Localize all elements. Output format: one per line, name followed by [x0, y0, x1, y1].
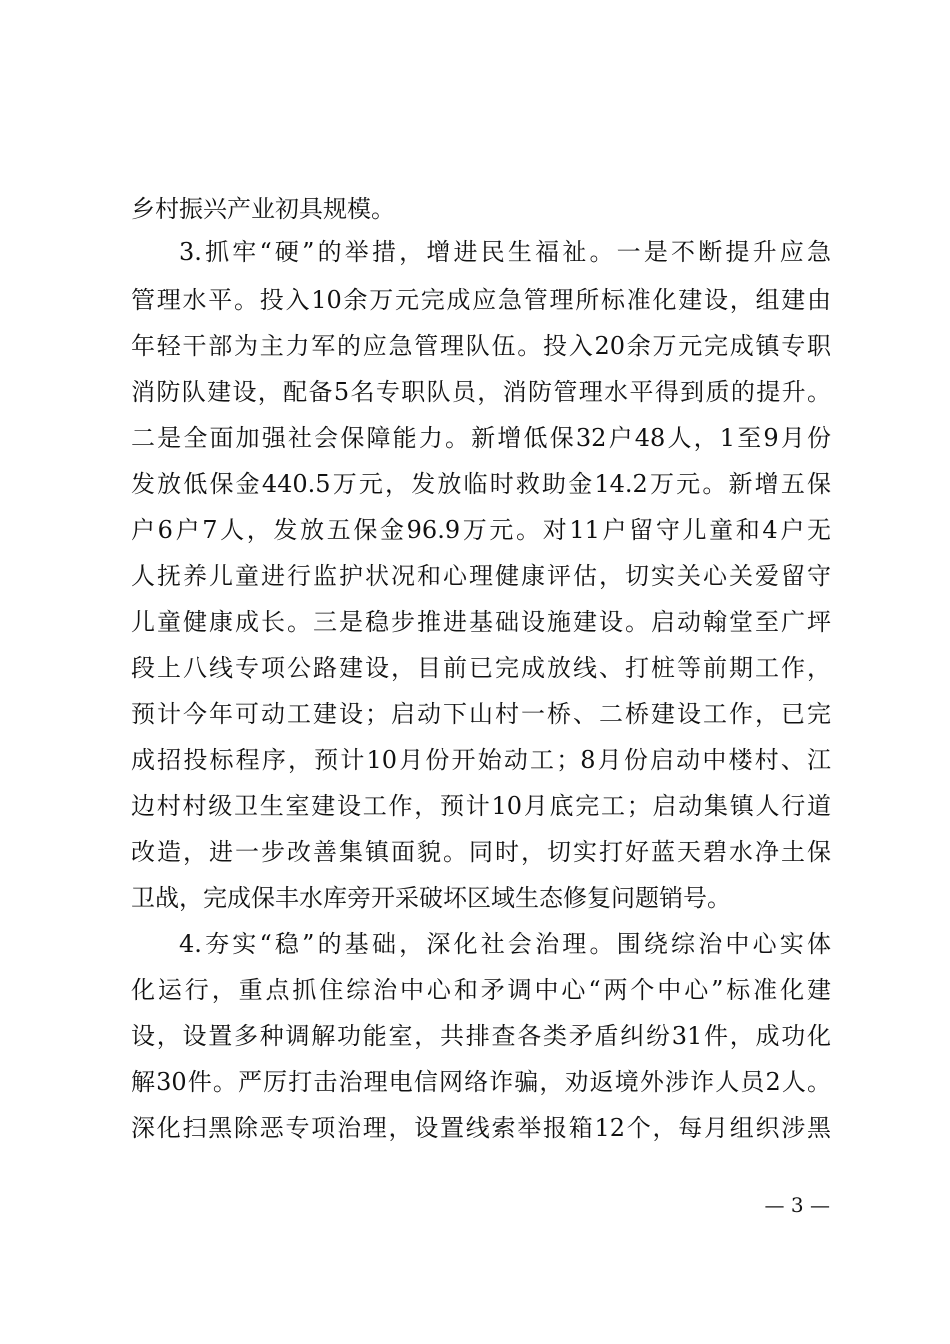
text-line-5: 消防队建设，配备5名专职队员，消防管理水平得到质的提升。 [131, 378, 831, 406]
text-line-3: 管理水平。投入10余万元完成应急管理所标准化建设，组建由 [131, 286, 831, 314]
text-line-6: 二是全面加强社会保障能力。新增低保32户48人，1至9月份 [131, 424, 831, 452]
text-line-14: 边村村级卫生室建设工作，预计10月底完工；启动集镇人行道 [131, 792, 831, 820]
text-line-15: 改造，进一步改善集镇面貌。同时，切实打好蓝天碧水净土保 [131, 838, 831, 866]
text-line-18: 化运行，重点抓住综治中心和矛调中心“两个中心”标准化建 [131, 976, 831, 1004]
text-line-10: 儿童健康成长。三是稳步推进基础设施建设。启动翰堂至广坪 [131, 608, 831, 636]
text-line-21: 深化扫黑除恶专项治理，设置线索举报箱12个，每月组织涉黑 [131, 1114, 831, 1142]
text-line-12: 预计今年可动工建设；启动下山村一桥、二桥建设工作，已完 [131, 700, 831, 728]
text-line-11: 段上八线专项公路建设，目前已完成放线、打桩等前期工作， [131, 654, 831, 682]
text-line-8: 户6户7人，发放五保金96.9万元。对11户留守儿童和4户无 [131, 516, 831, 544]
text-line-1: 乡村振兴产业初具规模。 [131, 195, 395, 223]
text-line-9: 人抚养儿童进行监护状况和心理健康评估，切实关心关爱留守 [131, 562, 831, 590]
text-line-19: 设，设置多种调解功能室，共排查各类矛盾纠纷31件，成功化 [131, 1022, 831, 1050]
text-line-20: 解30件。严厉打击治理电信网络诈骗，劝返境外涉诈人员2人。 [131, 1068, 831, 1096]
text-line-7: 发放低保金440.5万元，发放临时救助金14.2万元。新增五保 [131, 470, 831, 498]
page-number: — 3 — [764, 1193, 830, 1217]
text-line-4: 年轻干部为主力军的应急管理队伍。投入20余万元完成镇专职 [131, 332, 831, 360]
text-line-17: 4.夯实“稳”的基础，深化社会治理。围绕综治中心实体 [179, 930, 831, 958]
text-line-2: 3.抓牢“硬”的举措，增进民生福祉。一是不断提升应急 [179, 238, 831, 266]
text-line-13: 成招投标程序，预计10月份开始动工；8月份启动中楼村、江 [131, 746, 831, 774]
text-line-16: 卫战，完成保丰水库旁开采破坏区域生态修复问题销号。 [131, 884, 731, 912]
